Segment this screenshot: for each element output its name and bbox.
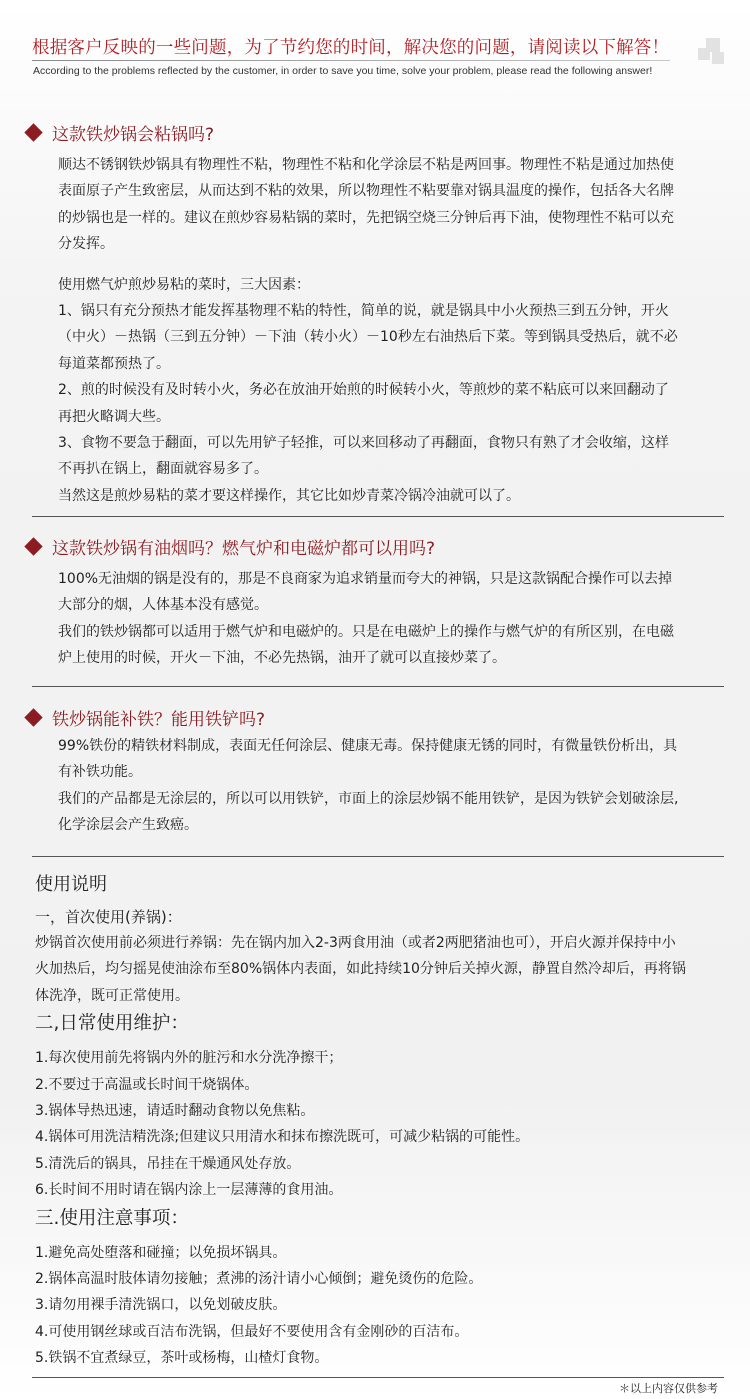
text-line: 使用燃气炉煎炒易粘的菜时，三大因素： xyxy=(58,276,310,293)
list-item: 4.可使用钢丝球或百洁布洗锅，但最好不要使用含有金刚砂的百洁布。 xyxy=(35,1323,469,1340)
section-3-body xyxy=(58,733,728,839)
guide-part1-title: 一，首次使用(养锅)： xyxy=(35,908,182,926)
text-line: 2、煎的时候没有及时转小火，务必在放油开始煎的时候转小火，等煎炒的菜不粘底可以来回翻动了 xyxy=(58,382,669,399)
text-line: 当然这是煎炒易粘的菜才要这样操作，其它比如炒青菜冷锅冷油就可以了。 xyxy=(58,487,520,504)
text-line: 的炒锅也是一样的。建议在煎炒容易粘锅的菜时，先把锅空烧三分钟后再下油，使物理性不粘可以充 xyxy=(58,209,674,226)
text-line: 大部分的烟，人体基本没有感觉。 xyxy=(58,597,268,614)
text-line: 体洗净，既可正常使用。 xyxy=(35,987,189,1004)
header-title: 根据客户反映的一些问题，为了节约您的时间，解决您的问题，请阅读以下解答！ xyxy=(32,38,670,58)
text-line: 100%无油烟的锅是没有的，那是不良商家为追求销量而夸大的神锅，只是这款锅配合操作可以去掉 xyxy=(58,571,673,587)
section-3-heading xyxy=(25,705,265,729)
guide-title: 使用说明 xyxy=(35,874,107,895)
section-1-heading xyxy=(25,120,214,144)
list-item: 3.请勿用裸手清洗锅口，以免划破皮肤。 xyxy=(35,1297,287,1314)
text-line: 顺达不锈钢铁炒锅具有物理性不粘，物理性不粘和化学涂层不粘是两回事。物理性不粘是通过加热使 xyxy=(58,157,674,173)
diamond-bullet-icon xyxy=(24,123,42,141)
text-line: 每道菜都预热了。 xyxy=(58,355,170,372)
text-line: 再把火略调大些。 xyxy=(58,408,170,425)
list-item: 4.锅体可用洗洁精洗涤;但建议只用清水和抹布擦洗既可，可减少粘锅的可能性。 xyxy=(35,1129,530,1146)
text-line: 化学涂层会产生致癌。 xyxy=(58,817,198,834)
list-item: 1.每次使用前先将锅内外的脏污和水分洗净擦干； xyxy=(35,1050,343,1067)
section-1-body xyxy=(58,152,728,509)
section-3-title: 铁炒锅能补铁？能用铁铲吗? xyxy=(52,709,266,730)
text-line: 火加热后，均匀摇晃使油涂布至80%锅体内表面，如此持续10分钟后关掉火源，静置自然冷却后，再将锅 xyxy=(35,961,686,978)
text-line: 炉上使用的时候，开火－下油，不必先热锅，油开了就可以直接炒菜了。 xyxy=(58,650,506,667)
diamond-bullet-icon xyxy=(24,537,42,555)
section-2-heading xyxy=(25,534,435,558)
header-subtitle: According to the problems reflected by the customer, in order to save you time, solve your problem, please read the following answer! xyxy=(33,65,653,77)
list-item: 5.铁锅不宜煮绿豆，茶叶或杨梅，山楂灯食物。 xyxy=(35,1350,329,1367)
list-item: 5.清洗后的锅具，吊挂在干燥通风处存放。 xyxy=(35,1155,301,1172)
footer-note: ＊以上内容仅供参考 xyxy=(619,1382,718,1395)
corner-decoration xyxy=(698,38,728,68)
text-line: 我们的铁炒锅都可以适用于燃气炉和电磁炉的。只是在电磁炉上的操作与燃气炉的有所区别，在电磁 xyxy=(58,623,674,640)
text-line: 1、锅只有充分预热才能发挥基物理不粘的特性，简单的说，就是锅具中小火预热三到五分钟，开火 xyxy=(58,302,669,319)
section-1-title: 这款铁炒锅会粘锅吗? xyxy=(52,124,215,145)
text-line: 炒锅首次使用前必须进行养锅：先在锅内加入2-3两食用油（或者2两肥猪油也可），开启火源并保持中小 xyxy=(35,935,676,951)
text-line: 不再扒在锅上，翻面就容易多了。 xyxy=(58,461,268,478)
list-item: 3.锅体导热迅速，请适时翻动食物以免焦粘。 xyxy=(35,1102,315,1119)
text-line: （中火）－热锅（三到五分钟）－下油（转小火）－10秒左右油热后下菜。等到锅具受热后，就不必 xyxy=(58,329,678,346)
text-line: 99%铁份的精铁材料制成，表面无任何涂层、健康无毒。保持健康无锈的同时，有微量铁份析出，具 xyxy=(58,738,678,754)
usage-guide xyxy=(35,872,735,1371)
list-item: 2.不要过于高温或长时间干烧锅体。 xyxy=(35,1076,259,1093)
list-item: 6.长时间不用时请在锅内涂上一层薄薄的食用油。 xyxy=(35,1182,343,1199)
section-2-title: 这款铁炒锅有油烟吗？燃气炉和电磁炉都可以用吗? xyxy=(52,538,436,559)
section-2-body xyxy=(58,566,728,672)
guide-part2-title: 二,日常使用维护： xyxy=(35,1013,189,1035)
section-divider xyxy=(32,686,724,687)
diamond-bullet-icon xyxy=(24,708,42,726)
list-item: 1.避免高处堕落和碰撞；以免损坏锅具。 xyxy=(35,1244,287,1261)
header-underline xyxy=(32,60,670,61)
list-item: 2.锅体高温时肢体请勿接触；煮沸的汤汁请小心倾倒；避免烫伤的危险。 xyxy=(35,1270,483,1287)
text-line: 3、食物不要急于翻面，可以先用铲子轻推，可以来回移动了再翻面，食物只有熟了才会收缩，这样 xyxy=(58,434,669,451)
footer-divider xyxy=(32,1377,724,1378)
text-line: 分发挥。 xyxy=(58,236,114,253)
section-divider xyxy=(32,516,724,517)
guide-part3-title: 三.使用注意事项： xyxy=(35,1207,189,1229)
text-line: 表面原子产生致密层，从而达到不粘的效果，所以物理性不粘要靠对锅具温度的操作，包括各大名牌 xyxy=(58,183,674,200)
section-divider xyxy=(32,856,724,857)
text-line: 我们的产品都是无涂层的，所以可以用铁铲，市面上的涂层炒锅不能用铁铲，是因为铁铲会划破涂层, xyxy=(58,790,679,807)
text-line: 有补铁功能。 xyxy=(58,764,142,781)
top-band xyxy=(0,0,750,12)
